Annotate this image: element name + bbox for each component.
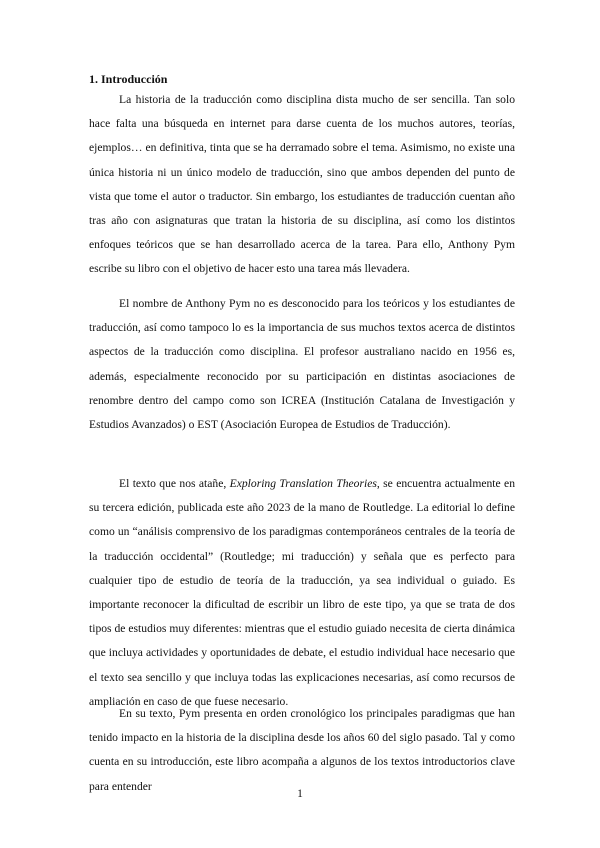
section-heading: 1. Introducción [89, 72, 168, 86]
paragraph-2-text: El nombre de Anthony Pym no es desconocido para los teóricos y los estudiantes de traducción, así como tampoco lo es la importancia de sus muchos textos acerca de distintos aspectos de la traducción como disciplina. El profesor australiano nacido en 1956 es, además, especialmente reconocido por su participación en distintas asociaciones de renombre dentro del campo como son ICREA (Institución Catalana de Investigación y Estudios Avanzados) o EST (Asociación Europea de Estudios de Traducción). [89, 297, 515, 432]
paragraph-2 [89, 292, 515, 437]
paragraph-4-text: En su texto, Pym presenta en orden cronológico los principales paradigmas que han tenido impacto en la historia de la disciplina desde los años 60 del siglo pasado. Tal y como cuenta en su introducción, este libro acompaña a algunos de los textos introductorios clave para entender [89, 707, 515, 793]
paragraph-3-text-before: El texto que nos atañe, [119, 477, 230, 490]
paragraph-3 [89, 472, 515, 714]
paragraph-1 [89, 88, 515, 282]
paragraph-3-text-after: , se encuentra actualmente en su tercera edición, publicada este año 2023 de la mano de Routledge. La editorial lo define como un “análisis comprensivo de los paradigmas contemporáneos centrales de la teoría de la traducción occidental” (Routledge; mi traducción) y señala que es perfecto para cualquier tipo de estudio de teoría de la traducción, ya sea individual o guiado. Es importante reconocer la dificultad de escribir un libro de este tipo, ya que se trata de dos tipos de estudios muy diferentes: mientras que el estudio guiado necesita de cierta dinámica que incluya actividades y oportunidades de debate, el estudio individual hace necesario que el texto sea sencillo y que incluya todas las explicaciones necesarias, así como recursos de ampliación en caso de que fuese necesario. [89, 477, 515, 708]
paragraph-4 [89, 702, 515, 799]
book-title: Exploring Translation Theories [229, 477, 377, 490]
paragraph-1-text: La historia de la traducción como disciplina dista mucho de ser sencilla. Tan solo hace falta una búsqueda en internet para darse cuenta de los muchos autores, teorías, ejemplos… en definitiva, tinta que se ha derramado sobre el tema. Asimismo, no existe una única historia ni un único modelo de traducción, sino que ambos dependen del punto de vista que tome el autor o traductor. Sin embargo, los estudiantes de traducción cuentan año tras año con asignaturas que tratan la historia de su disciplina, así como los distintos enfoques teóricos que se han desarrollado acerca de la tarea. Para ello, Anthony Pym escribe su libro con el objetivo de hacer esto una tarea más llevadera. [89, 93, 515, 276]
page-number: 1 [297, 788, 303, 800]
